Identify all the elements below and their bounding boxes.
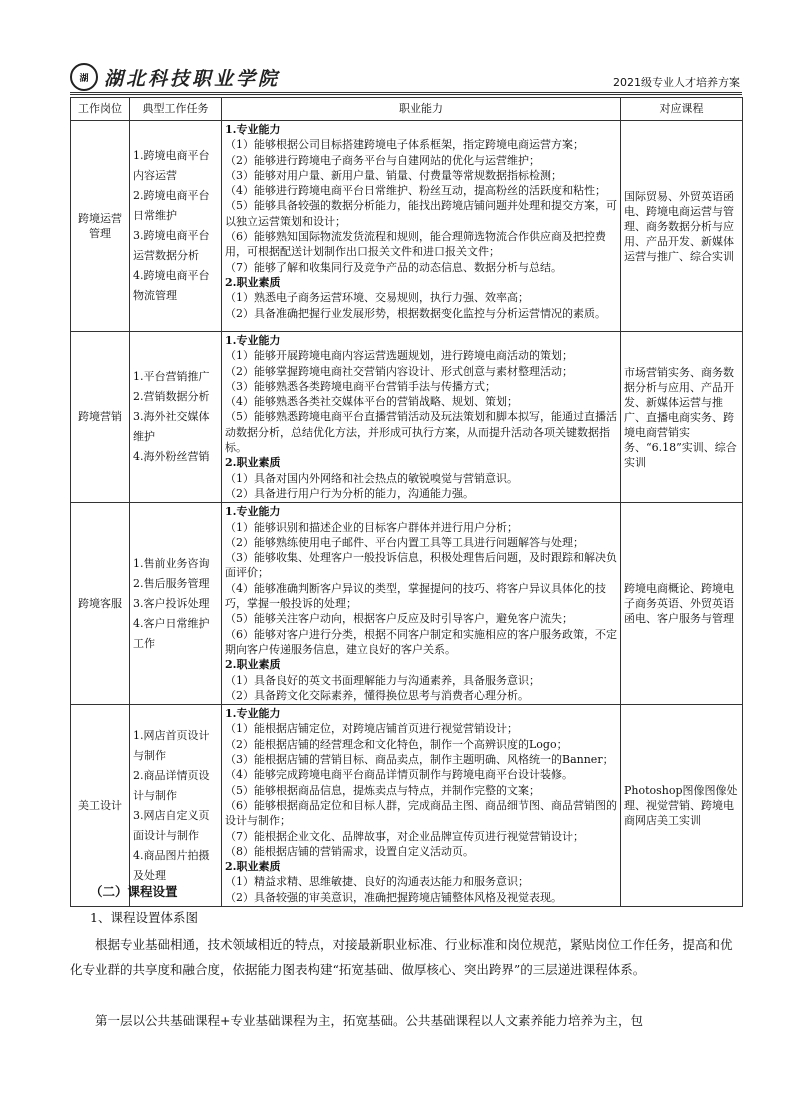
section-subheading: 1、课程设置体系图	[90, 910, 198, 925]
courses-cell: 国际贸易、外贸英语函电、跨境电商运营与管理、商务数据分析与应用、产品开发、新媒体运营与推广、综合实训	[621, 121, 743, 332]
ability-item: （7）能够了解和收集同行及竞争产品的动态信息、数据分析与总结。	[225, 260, 562, 274]
quality-title: 2.职业素质	[225, 860, 281, 874]
quality-item: （1）熟悉电子商务运营环境、交易规则，执行力强、效率高；	[225, 291, 529, 305]
abilities-cell	[222, 503, 621, 705]
position-cell: 跨境客服	[71, 503, 130, 705]
table-row	[71, 705, 743, 907]
quality-item: （2）具备准确把握行业发展形势，根据数据变化监控与分析运营情况的素质。	[225, 306, 606, 320]
ability-item: （3）能够收集、处理客户一般投诉信息，积极处理售后问题，及时跟踪和解决负面评价；	[225, 551, 617, 580]
position-cell: 跨境营销	[71, 332, 130, 503]
ability-item: （2）能够进行跨境电子商务平台与自建网站的优化与运营维护；	[225, 153, 540, 167]
ability-item: （6）能够熟知国际物流发货流程和规则，能合理筛选物流合作供应商及把控费用，可根据配送计划制作出口报关文件和进口报关文件；	[225, 230, 606, 259]
task-item: 2.跨境电商平台日常维护	[133, 189, 210, 222]
quality-title: 2.职业素质	[225, 658, 281, 672]
ability-title: 1.专业能力	[225, 707, 281, 721]
task-item: 3.跨境电商平台运营数据分析	[133, 229, 210, 262]
job-ability-table	[70, 97, 743, 907]
position-cell: 美工设计	[71, 705, 130, 907]
task-item: 1.网店首页设计与制作	[133, 728, 210, 762]
task-item: 4.客户日常维护工作	[133, 616, 210, 650]
body-paragraph: 根据专业基础相通，技术领域相近的特点，对接最新职业标准、行业标准和岗位规范，紧贴岗位工作任务，提高和优化专业群的共享度和融合度，依据能力图表构建“拓宽基础、做厚核心、突出跨界”的三层递进课程体系。	[70, 937, 733, 977]
ability-item: （1）能够开展跨境电商内容运营选题规划，进行跨境电商活动的策划；	[225, 349, 573, 363]
task-item: 1.跨境电商平台内容运营	[133, 149, 210, 182]
task-item: 2.营销数据分析	[133, 390, 210, 404]
task-item: 1.售前业务咨询	[133, 556, 210, 570]
ability-item: （3）能够对用户量、新用户量、销量、付费量等常规数据指标检测；	[225, 168, 562, 182]
plan-title: 2021级专业人才培养方案	[613, 76, 740, 89]
ability-item: （5）能够根据商品信息，提炼卖点与特点，并制作完整的文案；	[225, 783, 540, 797]
ability-item: （3）能够熟悉各类跨境电商平台营销手法与传播方式；	[225, 379, 496, 393]
courses-cell: Photoshop图像图像处理、视觉营销、跨境电商网店美工实训	[621, 705, 743, 907]
header-divider	[70, 92, 742, 93]
abilities-cell	[222, 121, 621, 332]
quality-title: 2.职业素质	[225, 275, 281, 289]
tasks-cell	[130, 503, 222, 705]
ability-item: （1）能够识别和描述企业的目标客户群体并进行用户分析；	[225, 520, 518, 534]
task-item: 4.跨境电商平台物流管理	[133, 269, 210, 302]
ability-item: （4）能够准确判断客户异议的类型，掌握提问的技巧、将客户异议具体化的技巧，掌握一般投诉的处理；	[225, 581, 606, 611]
abilities-cell	[222, 332, 621, 503]
ability-title: 1.专业能力	[225, 123, 281, 136]
ability-item: （3）能根据店铺的营销目标、商品卖点，制作主题明确、风格统一的Banner；	[225, 753, 614, 767]
courses-cell: 市场营销实务、商务数据分析与应用、产品开发、新媒体运营与推广、直播电商实务、跨境电商营销实务、“6.18”实训、综合实训	[621, 332, 743, 503]
ability-item: （8）能根据店铺的营销需求，设置自定义活动页。	[225, 844, 474, 858]
tasks-cell	[130, 121, 222, 332]
ability-item: （2）能够熟练使用电子邮件、平台内置工具等工具进行问题解答与处理；	[225, 535, 584, 549]
section-heading: （二）课程设置	[90, 884, 178, 899]
header-divider-2	[70, 94, 742, 95]
task-item: 1.平台营销推广	[133, 370, 210, 384]
quality-item: （2）具备跨文化交际素养，懂得换位思考与消费者心理分析。	[225, 688, 529, 702]
ability-item: （1）能根据店铺定位，对跨境店铺首页进行视觉营销设计；	[225, 722, 518, 736]
ability-item: （6）能够对客户进行分类，根据不同客户制定和实施相应的客户服务政策，不定期向客户传递服务信息，建立良好的客户关系。	[225, 627, 617, 656]
body-paragraph: 第一层以公共基础课程+专业基础课程为主，拓宽基础。公共基础课程以人文素养能力培养为主，包	[95, 1013, 643, 1028]
header-tasks: 典型工作任务	[130, 98, 222, 121]
ability-item: （4）能够熟悉各类社交媒体平台的营销战略、规划、策划；	[225, 395, 518, 409]
ability-title: 1.专业能力	[225, 334, 281, 347]
ability-item: （5）能够熟悉跨境电商平台直播营销活动及玩法策划和脚本拟写，能通过直播活动数据分析，总结优化方法，并形成可执行方案，从而提升活动各项关键数据指标。	[225, 410, 617, 455]
ability-item: （6）能够根据商品定位和目标人群，完成商品主图、商品细节图、商品营销图的设计与制作；	[225, 798, 617, 828]
task-item: 2.商品详情页设计与制作	[133, 768, 210, 802]
quality-item: （1）具备良好的英文书面理解能力与沟通素养，具备服务意识；	[225, 673, 540, 687]
ability-item: （4）能够进行跨境电商平台日常维护、粉丝互动，提高粉丝的活跃度和粘性；	[225, 184, 606, 198]
task-item: 4.商品图片拍摄及处理	[133, 848, 210, 882]
task-item: 3.网店自定义页面设计与制作	[133, 808, 210, 842]
tasks-cell	[130, 705, 222, 907]
quality-item: （1）具备对国内外网络和社会热点的敏锐嗅觉与营销意识。	[225, 471, 518, 485]
task-item: 3.海外社交媒体维护	[133, 410, 210, 444]
task-item: 2.售后服务管理	[133, 576, 210, 590]
ability-item: （7）能根据企业文化、品牌故事，对企业品牌宣传页进行视觉营销设计；	[225, 829, 584, 843]
ability-item: （5）能够关注客户动向，根据客户反应及时引导客户，避免客户流失；	[225, 612, 573, 626]
tasks-cell	[130, 332, 222, 503]
ability-title: 1.专业能力	[225, 505, 281, 519]
ability-item: （1）能够根据公司目标搭建跨境电子体系框架，指定跨境电商运营方案；	[225, 138, 584, 152]
ability-item: （2）能根据店铺的经营理念和文化特色，制作一个高辨识度的Logo；	[225, 737, 568, 751]
school-logo	[70, 64, 280, 90]
table-row	[71, 332, 743, 503]
position-cell: 跨境运营管理	[71, 121, 130, 332]
quality-item: （2）具备进行用户行为分析的能力，沟通能力强。	[225, 486, 474, 500]
table-header-row	[71, 98, 743, 121]
courses-cell: 跨境电商概论、跨境电子商务英语、外贸英语函电、客户服务与管理	[621, 503, 743, 705]
header-courses: 对应课程	[621, 98, 743, 121]
header-position: 工作岗位	[71, 98, 130, 121]
task-item: 4.海外粉丝营销	[133, 450, 210, 464]
ability-item: （4）能够完成跨境电商平台商品详情页制作与跨境电商平台设计装修。	[225, 768, 573, 782]
quality-item: （2）具备较强的审美意识，准确把握跨境店铺整体风格及视觉表现。	[225, 890, 562, 904]
ability-item: （2）能够掌握跨境电商社交营销内容设计、形式创意与素材整理活动；	[225, 364, 573, 378]
header-abilities: 职业能力	[222, 98, 621, 121]
school-name: 湖北科技职业学院	[104, 67, 281, 90]
ability-item: （5）能够具备较强的数据分析能力，能找出跨境店铺问题并处理和提交方案，可以独立运营策划和设计；	[225, 199, 617, 228]
quality-title: 2.职业素质	[225, 456, 281, 470]
page-header	[70, 64, 742, 94]
abilities-cell	[222, 705, 621, 907]
task-item: 3.客户投诉处理	[133, 596, 210, 610]
table-row	[71, 121, 743, 332]
quality-item: （1）精益求精、思维敏捷、良好的沟通表达能力和服务意识；	[225, 875, 529, 889]
school-seal-icon: 湖	[70, 63, 98, 91]
table-row	[71, 503, 743, 705]
